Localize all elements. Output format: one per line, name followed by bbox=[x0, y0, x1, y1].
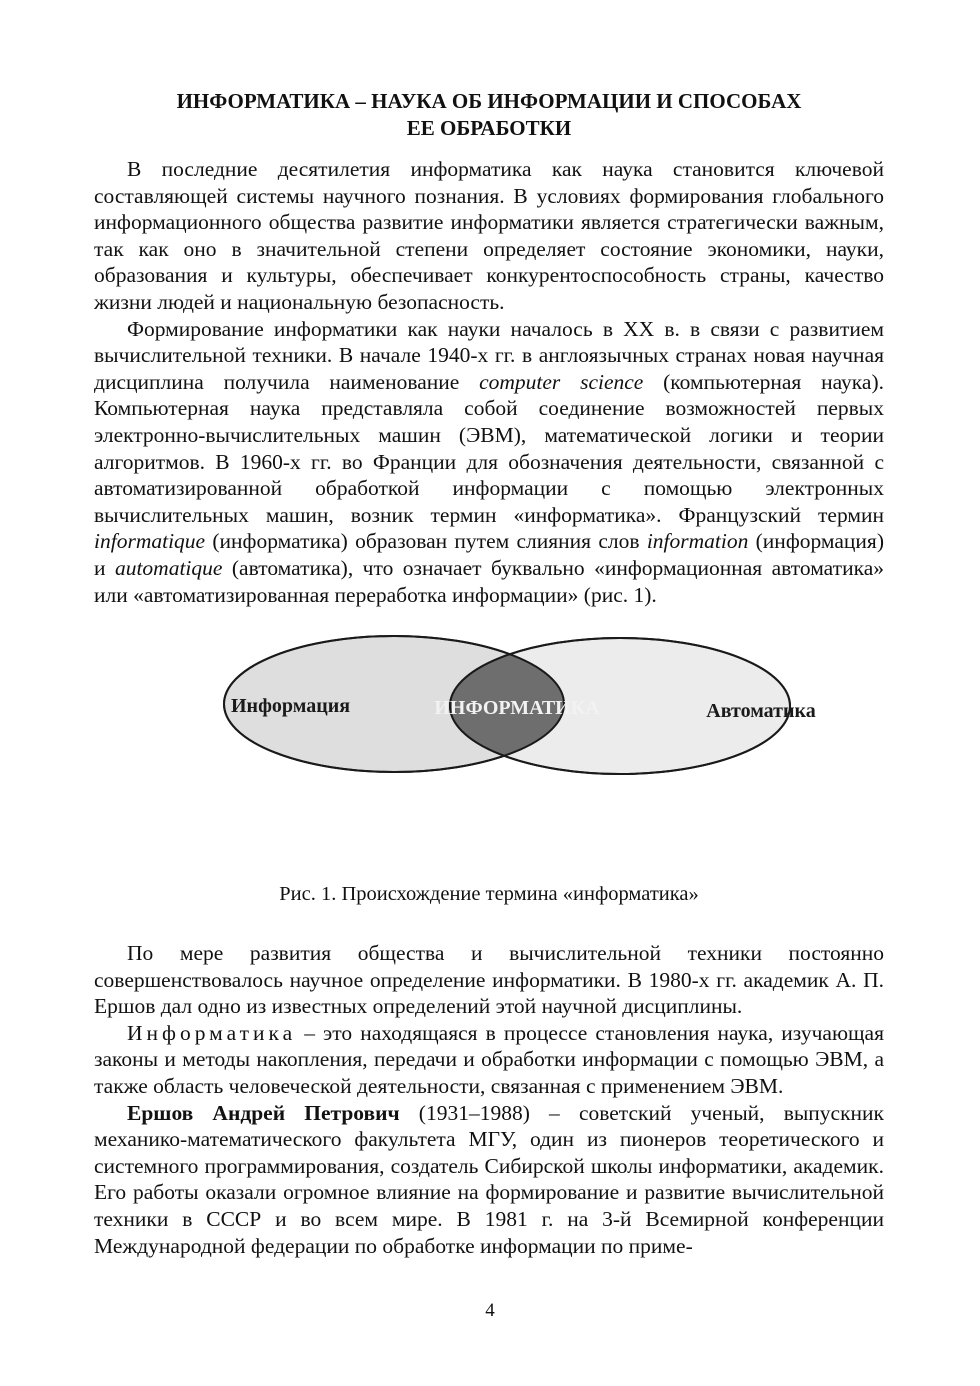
term-informatique: informatique bbox=[94, 529, 206, 554]
term-automatique: automatique bbox=[114, 555, 223, 580]
figure-caption: Рис. 1. Происхождение термина «информатика» bbox=[279, 883, 699, 906]
title-line-2: ЕЕ ОБРАБОТКИ bbox=[406, 116, 572, 140]
paragraph-3: По мере развития общества и вычислительной техники постоянно совершенствовалось научное определение информатики. В 1980-х гг. академик А. П. Ершов дал одно из известных определений этой научной дисциплины. bbox=[94, 941, 884, 1019]
person-name: Ершов Андрей Петрович bbox=[127, 1100, 400, 1125]
paragraph-1: В последние десятилетия информатика как наука становится ключевой составляющей системы научного познания. В условиях формирования глобального информационного общества развитие информатики является стратегически важным, так как оно в значительной степени определяет состояние экономики, науки, образования и культуры, обеспечивает конкурентоспособность страны, качество жизни людей и национальную безопасность. bbox=[94, 157, 884, 314]
paragraph-2-text-1: Формирование информатики как науки началось в XX в. в связи с развитием вычислительной техники. В начале 1940-х гг. в англоязычных странах новая научная дисциплина получила наименование bbox=[94, 316, 884, 394]
paragraph-2-text-3: (информатика) образован путем слияния слов bbox=[205, 529, 647, 554]
figure-venn-diagram bbox=[94, 630, 884, 852]
paragraph-5-biography bbox=[94, 1100, 884, 1260]
label-informatics: ИНФОРМАТИКА bbox=[434, 697, 600, 720]
page-number: 4 bbox=[485, 1300, 495, 1321]
definition-text: – это находящаяся в процессе становления наука, изучающая законы и методы накопления, передачи и обработки информации с помощью ЭВМ, а также область человеческой деятельности, связанная с применением ЭВМ. bbox=[94, 1020, 884, 1099]
page-title bbox=[94, 88, 884, 142]
defined-term: Информатика bbox=[127, 1020, 297, 1045]
title-line-1: ИНФОРМАТИКА – НАУКА ОБ ИНФОРМАЦИИ И СПОСОБАХ bbox=[176, 89, 802, 113]
biography-text: (1931–1988) – советский ученый, выпускник механико-математического факультета МГУ, один из пионеров теоретического и системного программирования, создатель Сибирской школы информатики, академик. Его работы оказали огромное влияние на формирование и развитие вычислительной техники в СССР и во всем мире. В 1981 г. на 3-й Всемирной конференции Международной федерации по обработке информации по приме- bbox=[94, 1100, 885, 1258]
paragraph-4-definition bbox=[94, 1020, 884, 1100]
paragraph-2-text-4: (информация) и bbox=[94, 529, 884, 580]
label-information: Информация bbox=[231, 695, 351, 718]
paragraph-2 bbox=[94, 316, 884, 609]
paragraph-2-text-5: (автоматика), что означает буквально «информационная автоматика» или «автоматизированная переработка информации» (рис. 1). bbox=[94, 555, 884, 607]
term-computer-science: computer science bbox=[479, 369, 644, 394]
label-automatics: Автоматика bbox=[706, 700, 816, 723]
paragraph-2-text-2: (компьютерная наука). Компьютерная наука представляла собой соединение возможностей первых электронно-вычислительных машин (ЭВМ), математической логики и теории алгоритмов. В 1960-х гг. во Франции для обозначения деятельности, связанной с автоматизированной обработкой информации с помощью электронных вычислительных машин, возник термин «информатика». Французский термин bbox=[94, 369, 884, 527]
venn-diagram bbox=[201, 630, 816, 852]
term-information: information bbox=[646, 529, 749, 554]
